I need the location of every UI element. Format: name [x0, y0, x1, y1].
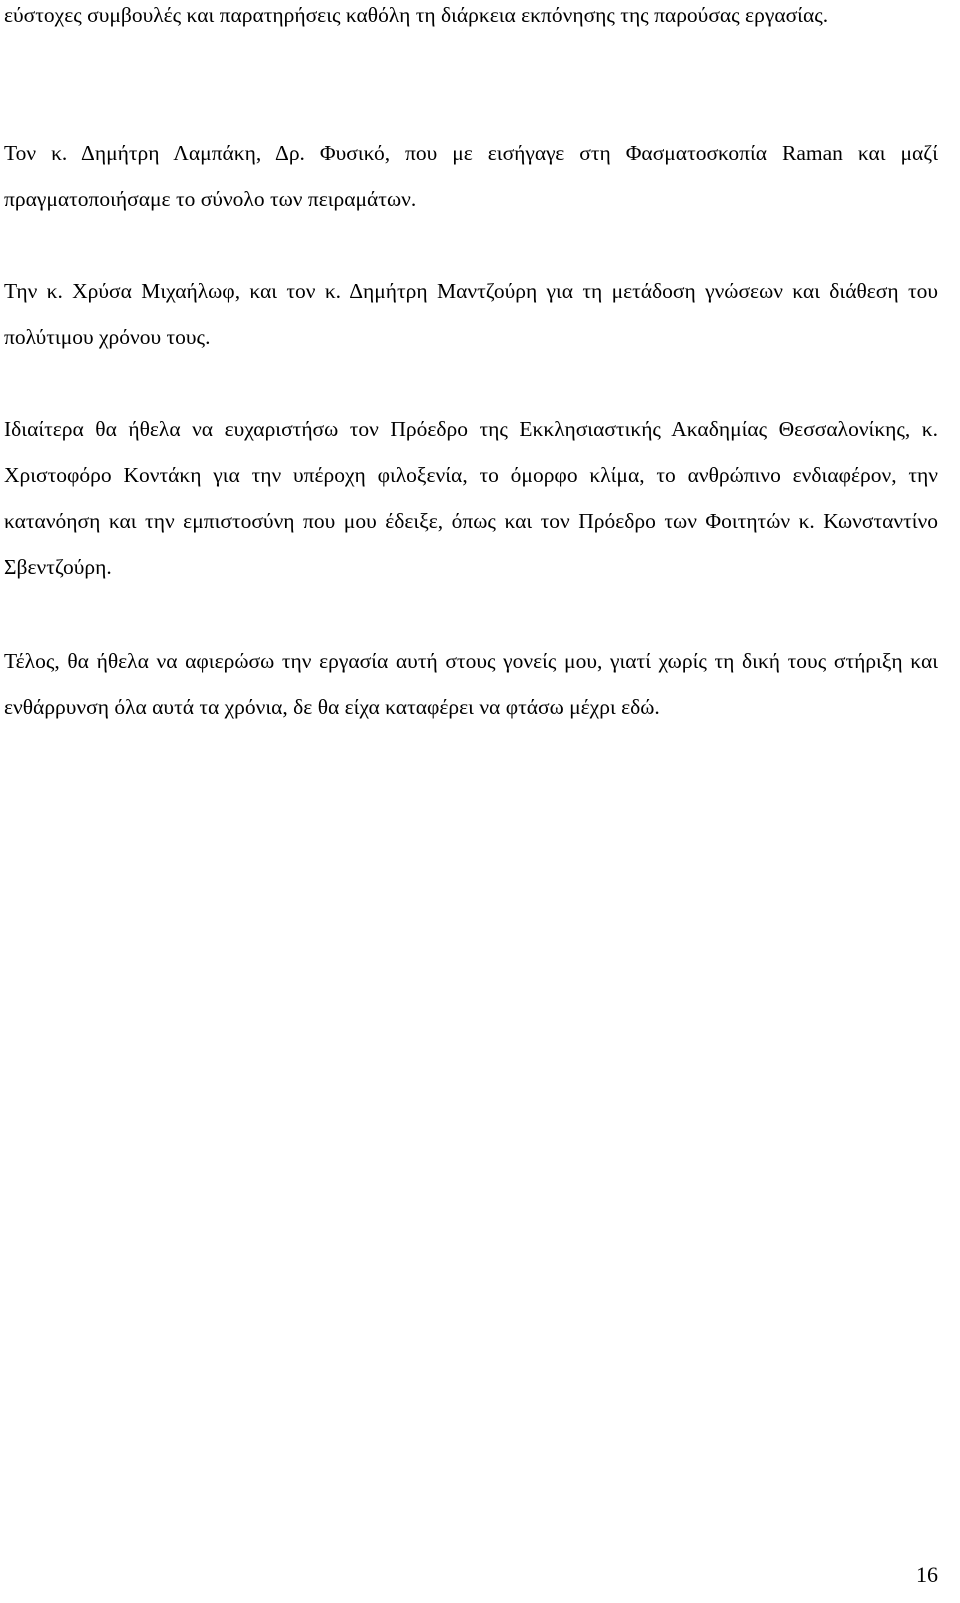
paragraph-acknowledgement-michailof-mantzouris: Την κ. Χρύσα Μιχαήλωφ, και τον κ. Δημήτρη Μαντζούρη για τη μετάδοση γνώσεων και διάθεση του πολύτιμου χρόνου τους.	[4, 279, 938, 349]
paragraph-acknowledgement-academy: Ιδιαίτερα θα ήθελα να ευχαριστήσω τον Πρόεδρο της Εκκλησιαστικής Ακαδημίας Θεσσαλονίκης, κ. Χριστοφόρο Κοντάκη για την υπέροχη φιλοξενία, το όμορφο κλίμα, το ανθρώπινο ενδιαφέρον, την κατανόηση και την εμπιστοσύνη που μου έδειξε, όπως και τον Πρόεδρο των Φοιτητών κ. Κωνσταντίνο Σβεντζούρη.	[4, 417, 938, 579]
paragraph-acknowledgement-lampakis: Τον κ. Δημήτρη Λαμπάκη, Δρ. Φυσικό, που με εισήγαγε στη Φασματοσκοπία Raman και μαζί πραγματοποιήσαμε το σύνολο των πειραμάτων.	[4, 141, 938, 211]
paragraph-acknowledgement-advice: εύστοχες συμβουλές και παρατηρήσεις καθόλη τη διάρκεια εκπόνησης της παρούσας εργασίας.	[4, 3, 829, 27]
page-number: 16	[916, 1562, 938, 1587]
paragraph-acknowledgement-parents: Τέλος, θα ήθελα να αφιερώσω την εργασία αυτή στους γονείς μου, γιατί χωρίς τη δική τους στήριξη και ενθάρρυνση όλα αυτά τα χρόνια, δε θα είχα καταφέρει να φτάσω μέχρι εδώ.	[4, 649, 938, 719]
